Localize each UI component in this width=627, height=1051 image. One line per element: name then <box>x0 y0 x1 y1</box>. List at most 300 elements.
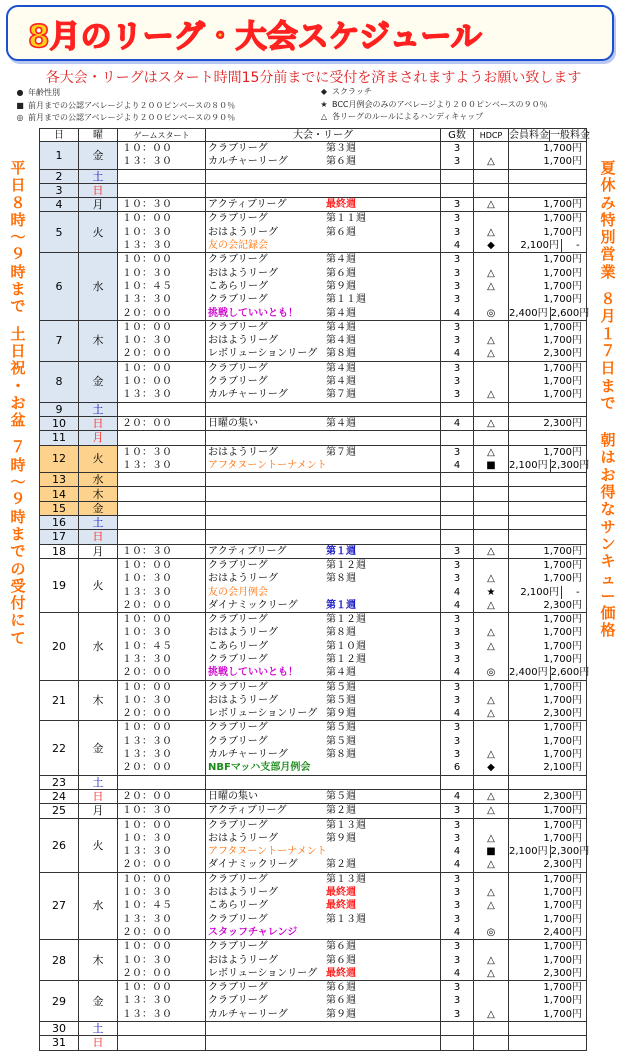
event-entry <box>208 184 440 197</box>
event-name: おはようリーグ <box>208 832 278 844</box>
event-entry <box>208 572 440 585</box>
start-times-cell <box>118 516 206 530</box>
game-count: 3 <box>453 900 461 912</box>
games-cell <box>441 501 474 515</box>
fee <box>509 473 586 486</box>
start-time: １３：３０ <box>122 995 172 1007</box>
fee: 1,700円 <box>543 376 582 388</box>
table-row <box>40 872 587 939</box>
start-time: １０：３０ <box>122 545 172 557</box>
event-name: カルチャーリーグ <box>208 389 288 401</box>
side-note-left <box>7 160 29 647</box>
games-cell <box>441 253 474 320</box>
start-time: １３：３０ <box>122 735 172 747</box>
hdcp-cell <box>474 1036 509 1050</box>
start-time: ２０：００ <box>122 926 172 938</box>
start-time: １０：３０ <box>122 627 172 639</box>
hdcp-symbol: ◎ <box>486 926 496 938</box>
table-row <box>40 818 587 872</box>
general-fee: - <box>576 240 580 252</box>
hdcp-symbol <box>474 530 508 543</box>
legend-text: 前月までの公認アベレージより２００ピンベースの９０％ <box>28 113 236 122</box>
event-name: クラブリーグ <box>208 143 268 154</box>
event-entry <box>208 347 440 360</box>
game-count: 3 <box>453 653 461 665</box>
event-week: 第６週 <box>326 954 356 966</box>
event-entry <box>208 666 440 679</box>
games-cell <box>441 613 474 680</box>
legend-text: BCC月例会のみのアベレージより２００ピンベースの９０％ <box>332 99 548 109</box>
side-note-right <box>595 160 621 640</box>
fee-entry <box>509 790 586 803</box>
hdcp-cell <box>474 416 509 430</box>
hdcp-cell <box>474 789 509 803</box>
fee: 1,700円 <box>543 805 582 817</box>
games-cell <box>441 516 474 530</box>
events-cell <box>206 1036 441 1050</box>
fee-entry <box>509 681 586 694</box>
day-cell: 16 <box>40 516 79 530</box>
fee-entry <box>509 899 586 912</box>
weekday-cell: 日 <box>79 416 118 430</box>
fee: 1,700円 <box>543 573 582 585</box>
fee <box>509 1036 586 1049</box>
side-note-char: 日 <box>10 176 26 195</box>
day-cell: 13 <box>40 473 79 487</box>
weekday-cell: 木 <box>79 320 118 361</box>
fee <box>509 1022 586 1035</box>
table-row <box>40 613 587 680</box>
legend-symbol: ■ <box>16 100 24 110</box>
fee-entry <box>509 545 586 558</box>
hdcp-cell <box>474 320 509 361</box>
hdcp-symbol: △ <box>487 954 495 966</box>
fee: 1,700円 <box>543 887 582 899</box>
side-note-char: 得 <box>600 483 616 502</box>
fee-entry <box>509 431 586 444</box>
hdcp-symbol: △ <box>487 805 495 817</box>
event-name: おはようリーグ <box>208 627 278 639</box>
hdcp-cell <box>474 1022 509 1036</box>
hdcp-symbol <box>474 502 508 515</box>
fee: 1,700円 <box>543 873 582 885</box>
event-name: クラブリーグ <box>208 735 268 747</box>
hdcp-symbol <box>474 653 508 666</box>
fee-entry <box>509 530 586 543</box>
game-count: 3 <box>453 681 461 693</box>
event-name: 友の会月例会 <box>208 586 268 598</box>
fees-cell <box>509 183 587 197</box>
day-cell: 6 <box>40 253 79 320</box>
fee-entry <box>509 954 586 967</box>
fee: 1,700円 <box>543 941 582 953</box>
event-week: 第８週 <box>326 749 356 761</box>
fee-entry <box>509 819 586 832</box>
start-time <box>122 516 205 529</box>
event-name: クラブリーグ <box>208 254 268 266</box>
event-name: クラブリーグ <box>208 681 268 693</box>
events-cell <box>206 516 441 530</box>
day-cell: 1 <box>40 142 79 170</box>
game-count: 3 <box>453 805 461 817</box>
fees-cell <box>509 940 587 981</box>
events-cell <box>206 212 441 253</box>
side-note-char: 時 <box>10 455 26 474</box>
start-time: １０：３０ <box>122 335 172 347</box>
fee-entry <box>509 832 586 845</box>
events-cell <box>206 818 441 872</box>
day-cell: 25 <box>40 804 79 818</box>
event-week: 第３週 <box>326 143 356 154</box>
start-time: １０：００ <box>122 362 172 374</box>
fee-entry <box>509 640 586 653</box>
side-note-char: 盆 <box>10 411 26 430</box>
event-week: 第４週 <box>326 254 356 266</box>
fee-entry <box>509 940 586 953</box>
event-week: 第１２週 <box>326 653 366 665</box>
start-time <box>122 1036 205 1049</box>
start-times-cell <box>118 613 206 680</box>
fee-entry <box>509 184 586 197</box>
hdcp-symbol: △ <box>487 790 495 802</box>
event-entry <box>208 502 440 515</box>
event-name: 日曜の集い <box>208 417 258 429</box>
weekday-cell: 月 <box>79 804 118 818</box>
hdcp-symbol: △ <box>487 708 495 720</box>
weekday-cell: 金 <box>79 361 118 402</box>
start-times-cell <box>118 981 206 1022</box>
weekday-cell: 金 <box>79 721 118 775</box>
event-entry <box>208 403 440 416</box>
start-time <box>122 1022 205 1035</box>
game-count: 4 <box>453 586 461 598</box>
hdcp-symbol <box>474 1022 508 1035</box>
side-note-char: 別 <box>600 228 616 247</box>
day-cell: 31 <box>40 1036 79 1050</box>
hdcp-cell <box>474 361 509 402</box>
event-entry <box>208 487 440 500</box>
hdcp-cell <box>474 487 509 501</box>
fee: 1,700円 <box>543 545 582 557</box>
hdcp-symbol <box>474 873 508 886</box>
events-cell <box>206 789 441 803</box>
event-name: おはようリーグ <box>208 887 278 899</box>
event-entry <box>208 170 440 183</box>
start-time: １０：００ <box>122 722 172 734</box>
game-count: 3 <box>453 749 461 761</box>
hdcp-cell <box>474 613 509 680</box>
event-name: おはようリーグ <box>208 694 278 706</box>
events-cell <box>206 872 441 939</box>
event-week: 第５週 <box>326 694 356 706</box>
fee-entry <box>509 886 586 899</box>
event-name: クラブリーグ <box>208 995 268 1007</box>
start-time: １０：３０ <box>122 887 172 899</box>
start-times-cell <box>118 212 206 253</box>
weekday-cell: 土 <box>79 402 118 416</box>
event-week: 第９週 <box>326 708 356 720</box>
event-name: クラブリーグ <box>208 294 268 306</box>
start-time: １０：００ <box>122 254 172 266</box>
games-cell <box>441 789 474 803</box>
day-cell: 17 <box>40 530 79 544</box>
side-note-char: 休 <box>600 176 616 195</box>
start-time: １０：００ <box>122 213 172 225</box>
hdcp-symbol: △ <box>487 859 495 871</box>
weekday-cell: 火 <box>79 558 118 612</box>
fees-cell <box>509 320 587 361</box>
hdcp-symbol <box>474 212 508 225</box>
start-time: １３：３０ <box>122 846 172 858</box>
hdcp-symbol <box>474 362 508 375</box>
event-week: 第４週 <box>326 307 356 319</box>
fees-cell <box>509 804 587 818</box>
event-week: 第８週 <box>326 573 356 585</box>
fee-entry <box>509 293 586 306</box>
fee-entry <box>509 307 590 320</box>
events-cell <box>206 530 441 544</box>
start-times-cell <box>118 320 206 361</box>
events-cell <box>206 253 441 320</box>
games-cell <box>441 142 474 170</box>
side-note-char: サ <box>600 517 616 536</box>
fee: 1,700円 <box>543 321 582 333</box>
event-entry <box>208 530 440 543</box>
hdcp-symbol: △ <box>487 967 495 979</box>
general-fee: 2,300円 <box>550 846 590 858</box>
start-time: １０：３０ <box>122 694 172 706</box>
event-week: 第４週 <box>326 321 356 333</box>
weekday-cell: 土 <box>79 1022 118 1036</box>
fee: 1,700円 <box>543 694 582 706</box>
game-count: 4 <box>453 708 461 720</box>
start-times-cell <box>118 402 206 416</box>
games-cell <box>441 402 474 416</box>
event-week: 最終週 <box>326 887 356 899</box>
hdcp-symbol: ■ <box>486 846 496 858</box>
table-row <box>40 487 587 501</box>
hdcp-symbol <box>474 913 508 926</box>
games-cell <box>441 680 474 721</box>
start-time: １０：００ <box>122 614 172 626</box>
fee: 1,700円 <box>543 559 582 571</box>
game-count: 3 <box>453 941 461 953</box>
games-cell <box>441 473 474 487</box>
event-week: 第１３週 <box>326 913 366 925</box>
table-row <box>40 445 587 473</box>
game-count: 4 <box>453 926 461 938</box>
game-count: 6 <box>453 762 461 774</box>
events-cell <box>206 544 441 558</box>
events-cell <box>206 320 441 361</box>
game-count: 4 <box>453 417 461 429</box>
side-note-char: て <box>10 628 26 647</box>
event-week: 第６週 <box>326 267 356 279</box>
fee: 1,700円 <box>543 722 582 734</box>
side-note-char: ま <box>10 280 26 299</box>
hdcp-symbol <box>474 403 508 416</box>
hdcp-symbol <box>474 819 508 832</box>
event-entry <box>208 926 440 939</box>
fees-cell <box>509 169 587 183</box>
events-cell <box>206 721 441 775</box>
game-count: 3 <box>453 573 461 585</box>
fees-cell <box>509 431 587 445</box>
fee: 2,300円 <box>543 967 582 979</box>
game-count: 3 <box>453 199 461 211</box>
fee-entry <box>509 761 586 774</box>
start-time: １３：３０ <box>122 586 172 598</box>
start-time: １０：３０ <box>122 954 172 966</box>
game-count: 3 <box>453 226 461 238</box>
table-row <box>40 473 587 487</box>
event-entry <box>208 994 440 1007</box>
events-cell <box>206 431 441 445</box>
start-times-cell <box>118 1036 206 1050</box>
side-note-char: 朝 <box>600 431 616 450</box>
fee-entry <box>509 375 586 388</box>
day-cell: 30 <box>40 1022 79 1036</box>
hdcp-symbol: △ <box>487 348 495 360</box>
hdcp-symbol: △ <box>487 226 495 238</box>
fee: 1,700円 <box>543 143 582 154</box>
table-row <box>40 402 587 416</box>
side-note-char: 時 <box>10 262 26 281</box>
fee: 1,700円 <box>543 749 582 761</box>
event-name: こあらリーグ <box>208 900 268 912</box>
day-cell: 7 <box>40 320 79 361</box>
event-entry <box>208 858 440 871</box>
game-count: 3 <box>453 335 461 347</box>
fee: 2,300円 <box>543 790 582 802</box>
event-name: おはようリーグ <box>208 335 278 347</box>
table-row <box>40 320 587 361</box>
day-cell: 27 <box>40 872 79 939</box>
hdcp-cell <box>474 775 509 789</box>
event-name: ダイナミックリーグ <box>208 599 298 611</box>
event-entry <box>208 239 440 252</box>
hdcp-symbol: ◆ <box>487 762 495 774</box>
event-week: 第４週 <box>326 667 356 679</box>
event-name: レボリューションリーグ <box>208 348 318 360</box>
fee: 1,700円 <box>543 995 582 1007</box>
hdcp-cell <box>474 473 509 487</box>
events-cell <box>206 501 441 515</box>
table-row <box>40 416 587 430</box>
fee: 1,700円 <box>543 294 582 306</box>
events-cell <box>206 445 441 473</box>
fee: 1,700円 <box>543 640 582 652</box>
side-note-char: 〜 <box>10 473 26 492</box>
event-entry <box>208 334 440 347</box>
fee-entry <box>509 694 586 707</box>
hdcp-cell <box>474 804 509 818</box>
event-name: クラブリーグ <box>208 614 268 626</box>
hdcp-symbol: △ <box>487 389 495 401</box>
game-count: 3 <box>453 143 461 154</box>
weekday-cell: 火 <box>79 818 118 872</box>
side-note-char: は <box>600 448 616 467</box>
start-times-cell <box>118 804 206 818</box>
fee: 1,700円 <box>543 156 582 168</box>
event-week: 第４週 <box>326 376 356 388</box>
hdcp-cell <box>474 680 509 721</box>
table-row <box>40 361 587 402</box>
table-row <box>40 680 587 721</box>
start-times-cell <box>118 473 206 487</box>
side-note-char: ８ <box>600 290 616 309</box>
events-cell <box>206 183 441 197</box>
side-note-char: キ <box>600 552 616 571</box>
table-row <box>40 501 587 515</box>
start-time: １０：４５ <box>122 900 172 912</box>
events-cell <box>206 416 441 430</box>
start-time: １０：３０ <box>122 446 172 458</box>
games-cell <box>441 872 474 939</box>
start-times-cell <box>118 253 206 320</box>
event-entry <box>208 362 440 375</box>
event-name: アフタヌーントーナメント <box>208 846 327 858</box>
event-week: 第９週 <box>326 832 356 844</box>
hdcp-cell <box>474 445 509 473</box>
hdcp-symbol: △ <box>487 749 495 761</box>
event-entry <box>208 198 440 211</box>
event-week: 第２週 <box>326 805 356 817</box>
fee: 1,700円 <box>543 681 582 693</box>
game-count: 3 <box>453 321 461 333</box>
fee-entry <box>509 721 586 734</box>
event-entry <box>208 776 440 789</box>
weekday-cell: 金 <box>79 501 118 515</box>
general-fee: 2,600円 <box>550 667 590 679</box>
hdcp-cell <box>474 142 509 170</box>
legend-text: 年齢性別 <box>28 88 60 97</box>
legend-left <box>12 87 235 125</box>
game-count: 3 <box>453 156 461 168</box>
event-week: 第２週 <box>326 859 356 871</box>
event-week: 第１１週 <box>326 294 366 306</box>
event-week: 第８週 <box>326 627 356 639</box>
start-time: ２０：００ <box>122 967 172 979</box>
fee: 1,700円 <box>543 213 582 225</box>
event-name: NBFマッハ支部月例会 <box>208 762 311 774</box>
games-cell <box>441 169 474 183</box>
start-times-cell <box>118 721 206 775</box>
hdcp-symbol <box>474 170 508 183</box>
start-time <box>122 473 205 486</box>
weekday-cell: 土 <box>79 169 118 183</box>
weekday-cell: 金 <box>79 142 118 170</box>
hdcp-symbol <box>474 431 508 444</box>
legend-text: スクラッチ <box>332 87 372 96</box>
event-week: 第６週 <box>326 995 356 1007</box>
table-row <box>40 212 587 253</box>
hdcp-symbol: △ <box>487 694 495 706</box>
event-name: スタッフチャレンジ <box>208 926 298 938</box>
hdcp-symbol: ◆ <box>487 240 495 252</box>
games-cell <box>441 445 474 473</box>
hdcp-symbol: ★ <box>486 586 496 598</box>
hdcp-cell <box>474 431 509 445</box>
header-member: 会員料金 <box>509 129 549 141</box>
side-note-char: １ <box>600 324 616 343</box>
hdcp-symbol <box>474 184 508 197</box>
side-note-char: 時 <box>10 507 26 526</box>
weekday-cell: 日 <box>79 183 118 197</box>
event-name: カルチャーリーグ <box>208 749 288 761</box>
event-entry <box>208 899 440 912</box>
game-count: 4 <box>453 790 461 802</box>
